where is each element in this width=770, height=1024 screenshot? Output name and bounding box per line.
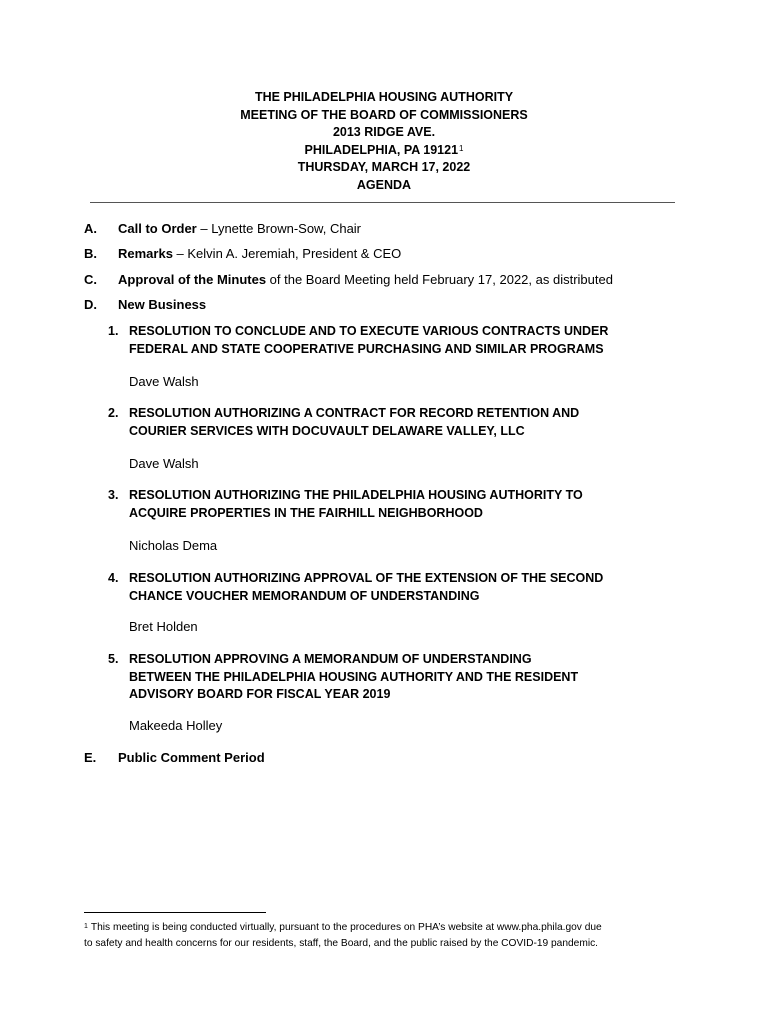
agenda-item-2: 2. RESOLUTION AUTHORIZING A CONTRACT FOR RECORD RETENTION AND COURIER SERVICES WITH DOCUVAULT DELAWARE VALLEY, LLC <box>108 406 580 438</box>
section-e: E. Public Comment Period <box>84 750 265 765</box>
header-org: THE PHILADELPHIA HOUSING AUTHORITY <box>254 90 514 104</box>
section-c: C. Approval of the Minutes of the Board Meeting held February 17, 2022, as distributed <box>84 272 613 287</box>
agenda-item-4: 4. RESOLUTION AUTHORIZING APPROVAL OF THE EXTENSION OF THE SECOND CHANCE VOUCHER MEMORANDUM OF UNDERSTANDING <box>108 571 604 603</box>
footnote: $^1$ This meeting is being conducted virtually, pursuant to the procedures on PHA’s website at www.pha.phila.gov due to safety and health concerns for our residents, staff, the Board, and the public raised by the COVID-19 pandemic. <box>84 922 602 949</box>
header-street: 2013 RIDGE AVE. <box>332 125 436 139</box>
footnote-mark: 1 <box>84 923 88 930</box>
header-agenda: AGENDA <box>356 177 412 192</box>
header-meeting: MEETING OF THE BOARD OF COMMISSIONERS <box>240 107 528 122</box>
presenter-5: Makeeda Holley <box>129 718 223 733</box>
section-d: D. New Business <box>84 297 207 312</box>
presenter-2: Dave Walsh <box>129 456 199 471</box>
presenter-3: Nicholas Dema <box>129 538 218 553</box>
agenda-item-1: 1. RESOLUTION TO CONCLUDE AND TO EXECUTE VARIOUS CONTRACTS UNDER FEDERAL AND STATE COOPERATIVE PURCHASING AND SIMILAR PROGRAMS <box>108 324 609 356</box>
section-b: B. Remarks – Kelvin A. Jeremiah, President & CEO <box>84 246 402 261</box>
footnote-reference: 1 <box>459 143 464 153</box>
section-a: A. Call to Order – Lynette Brown-Sow, Chair <box>84 221 362 236</box>
document-header <box>84 89 684 194</box>
presenter-4: Bret Holden <box>129 619 198 634</box>
header-date: THURSDAY, MARCH 17, 2022 <box>297 160 471 174</box>
presenter-1: Dave Walsh <box>129 374 199 389</box>
footnote-divider <box>84 912 266 913</box>
header-city: PHILADELPHIA, PA 19121$^1$ <box>304 142 464 157</box>
header-divider <box>90 202 675 203</box>
agenda-item-5: 5. RESOLUTION APPROVING A MEMORANDUM OF UNDERSTANDING BETWEEN THE PHILADELPHIA HOUSING AUTHORITY AND THE RESIDENT ADVISORY BOARD FOR FISCAL YEAR 2019 <box>108 652 579 701</box>
agenda-item-3: 3. RESOLUTION AUTHORIZING THE PHILADELPHIA HOUSING AUTHORITY TO ACQUIRE PROPERTIES IN THE FAIRHILL NEIGHBORHOOD <box>108 488 583 520</box>
